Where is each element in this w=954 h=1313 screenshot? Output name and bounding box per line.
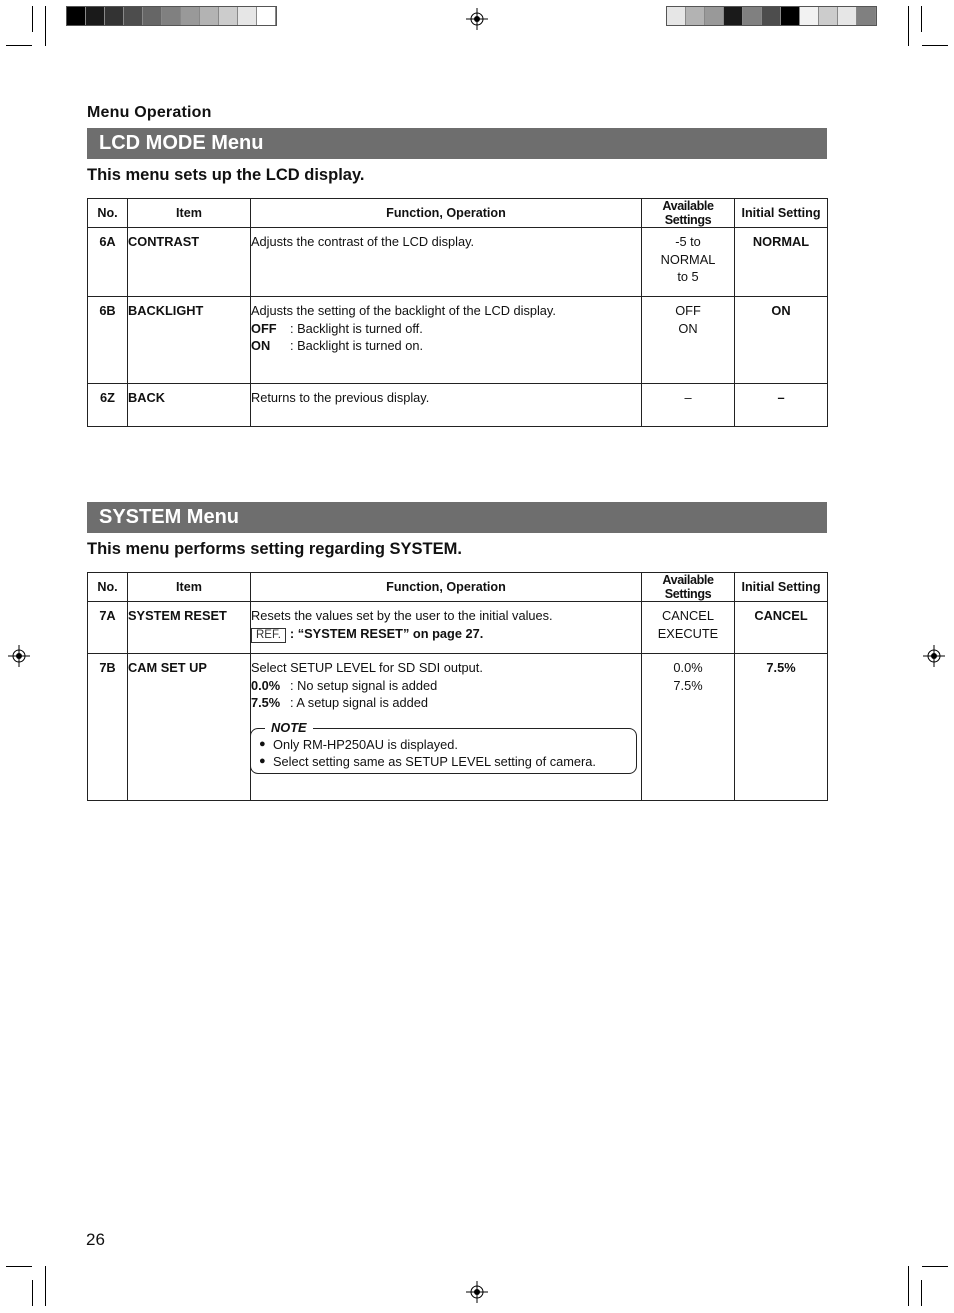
available-value: 0.0% bbox=[673, 660, 703, 675]
row-available bbox=[642, 602, 735, 654]
page-number: 26 bbox=[86, 1230, 105, 1249]
available-value: 7.5% bbox=[673, 677, 703, 693]
note-title: NOTE bbox=[265, 719, 313, 737]
lcd-menu-title: LCD MODE Menu bbox=[87, 128, 827, 159]
col-header-function: Function, Operation bbox=[251, 199, 642, 228]
option-desc: : A setup signal is added bbox=[290, 695, 429, 710]
registration-mark-icon bbox=[923, 645, 945, 667]
calibration-swatch bbox=[705, 7, 724, 25]
calibration-swatch bbox=[762, 7, 781, 25]
calibration-swatch bbox=[181, 7, 200, 25]
calibration-swatch bbox=[781, 7, 800, 25]
table-header-row bbox=[88, 199, 828, 228]
section-heading: Menu Operation bbox=[87, 104, 212, 121]
row-available bbox=[642, 654, 735, 801]
row-function bbox=[251, 297, 642, 384]
row-initial: NORMAL bbox=[735, 228, 828, 297]
lcd-menu-table bbox=[87, 198, 828, 427]
row-item: BACK bbox=[128, 384, 251, 427]
option-desc: : No setup signal is added bbox=[290, 677, 438, 693]
note-item bbox=[259, 753, 628, 771]
system-menu-table bbox=[87, 572, 828, 801]
row-item: CAM SET UP bbox=[128, 654, 251, 801]
option-line bbox=[251, 320, 641, 338]
calibration-swatch bbox=[143, 7, 162, 25]
row-function bbox=[251, 602, 642, 654]
available-value: OFF bbox=[675, 303, 701, 318]
table-row bbox=[88, 602, 828, 654]
note-box bbox=[250, 719, 637, 774]
calibration-swatch bbox=[667, 7, 686, 25]
option-line bbox=[251, 337, 641, 355]
available-value: EXECUTE bbox=[657, 625, 719, 641]
table-row bbox=[88, 654, 828, 801]
calibration-swatch bbox=[724, 7, 743, 25]
note-text: Select setting same as SETUP LEVEL setting of camera. bbox=[273, 754, 596, 769]
col-header-available: Available Settings bbox=[642, 199, 735, 228]
option-key: 0.0% bbox=[251, 677, 281, 693]
row-initial: CANCEL bbox=[735, 602, 828, 654]
calibration-swatch bbox=[86, 7, 105, 25]
col-header-no: No. bbox=[88, 199, 128, 228]
function-text: Adjusts the setting of the backlight of the LCD display. bbox=[251, 303, 556, 318]
available-value: – bbox=[684, 390, 692, 405]
calibration-swatch bbox=[743, 7, 762, 25]
calibration-swatch bbox=[857, 7, 876, 25]
ref-badge: REF. bbox=[251, 628, 286, 643]
option-key: OFF bbox=[251, 320, 277, 336]
option-line bbox=[251, 694, 641, 712]
function-text: Resets the values set by the user to the initial values. bbox=[251, 608, 553, 623]
row-initial: 7.5% bbox=[735, 654, 828, 801]
calibration-swatch bbox=[838, 7, 857, 25]
table-row bbox=[88, 228, 828, 297]
col-header-item: Item bbox=[128, 573, 251, 602]
calibration-swatch bbox=[800, 7, 819, 25]
calibration-swatch bbox=[257, 7, 276, 25]
available-value: CANCEL bbox=[662, 608, 714, 623]
bullet-icon: ● bbox=[259, 737, 266, 750]
row-initial: – bbox=[735, 384, 828, 427]
row-no: 6A bbox=[88, 228, 128, 297]
calibration-swatch bbox=[686, 7, 705, 25]
grayscale-bar-left bbox=[66, 6, 277, 26]
calibration-swatch bbox=[162, 7, 181, 25]
available-value: NORMAL bbox=[660, 251, 716, 267]
row-available bbox=[642, 297, 735, 384]
row-function: Adjusts the contrast of the LCD display. bbox=[251, 228, 642, 297]
available-value: to 5 bbox=[677, 269, 699, 284]
col-header-no: No. bbox=[88, 573, 128, 602]
row-item: BACKLIGHT bbox=[128, 297, 251, 384]
available-value: -5 to bbox=[675, 234, 701, 249]
col-header-function: Function, Operation bbox=[251, 573, 642, 602]
row-no: 7B bbox=[88, 654, 128, 801]
row-item: CONTRAST bbox=[128, 228, 251, 297]
col-header-initial: Initial Setting bbox=[735, 573, 828, 602]
col-header-available: Available Settings bbox=[642, 573, 735, 602]
calibration-swatch bbox=[105, 7, 124, 25]
row-function bbox=[251, 654, 642, 801]
option-desc: : Backlight is turned off. bbox=[290, 320, 423, 336]
note-text: Only RM-HP250AU is displayed. bbox=[273, 736, 458, 752]
calibration-swatch bbox=[819, 7, 838, 25]
lcd-menu-subtitle: This menu sets up the LCD display. bbox=[87, 166, 365, 184]
calibration-swatch bbox=[219, 7, 238, 25]
row-initial: ON bbox=[735, 297, 828, 384]
reference-link[interactable]: : “SYSTEM RESET” on page 27. bbox=[289, 625, 484, 641]
col-header-initial: Initial Setting bbox=[735, 199, 828, 228]
system-menu-title: SYSTEM Menu bbox=[87, 502, 827, 533]
option-key: ON bbox=[251, 338, 271, 353]
row-no: 7A bbox=[88, 602, 128, 654]
registration-mark-icon bbox=[466, 8, 488, 30]
calibration-swatch bbox=[238, 7, 257, 25]
option-line bbox=[251, 677, 641, 695]
available-value: ON bbox=[678, 320, 698, 336]
table-row bbox=[88, 384, 828, 427]
table-header-row bbox=[88, 573, 828, 602]
row-no: 6B bbox=[88, 297, 128, 384]
note-item bbox=[259, 736, 628, 754]
col-header-item: Item bbox=[128, 199, 251, 228]
system-menu-subtitle: This menu performs setting regarding SYSTEM. bbox=[87, 540, 462, 558]
calibration-swatch bbox=[200, 7, 219, 25]
row-function: Returns to the previous display. bbox=[251, 384, 642, 427]
registration-mark-icon bbox=[466, 1281, 488, 1303]
calibration-swatch bbox=[67, 7, 86, 25]
row-no: 6Z bbox=[88, 384, 128, 427]
registration-mark-icon bbox=[8, 645, 30, 667]
row-available bbox=[642, 384, 735, 427]
option-key: 7.5% bbox=[251, 695, 281, 710]
table-row bbox=[88, 297, 828, 384]
bullet-icon: ● bbox=[259, 755, 266, 767]
function-text: Select SETUP LEVEL for SD SDI output. bbox=[251, 660, 483, 675]
grayscale-bar-right bbox=[666, 6, 877, 26]
calibration-swatch bbox=[124, 7, 143, 25]
row-item: SYSTEM RESET bbox=[128, 602, 251, 654]
option-desc: : Backlight is turned on. bbox=[290, 338, 424, 353]
row-available bbox=[642, 228, 735, 297]
reference-line bbox=[251, 625, 641, 643]
